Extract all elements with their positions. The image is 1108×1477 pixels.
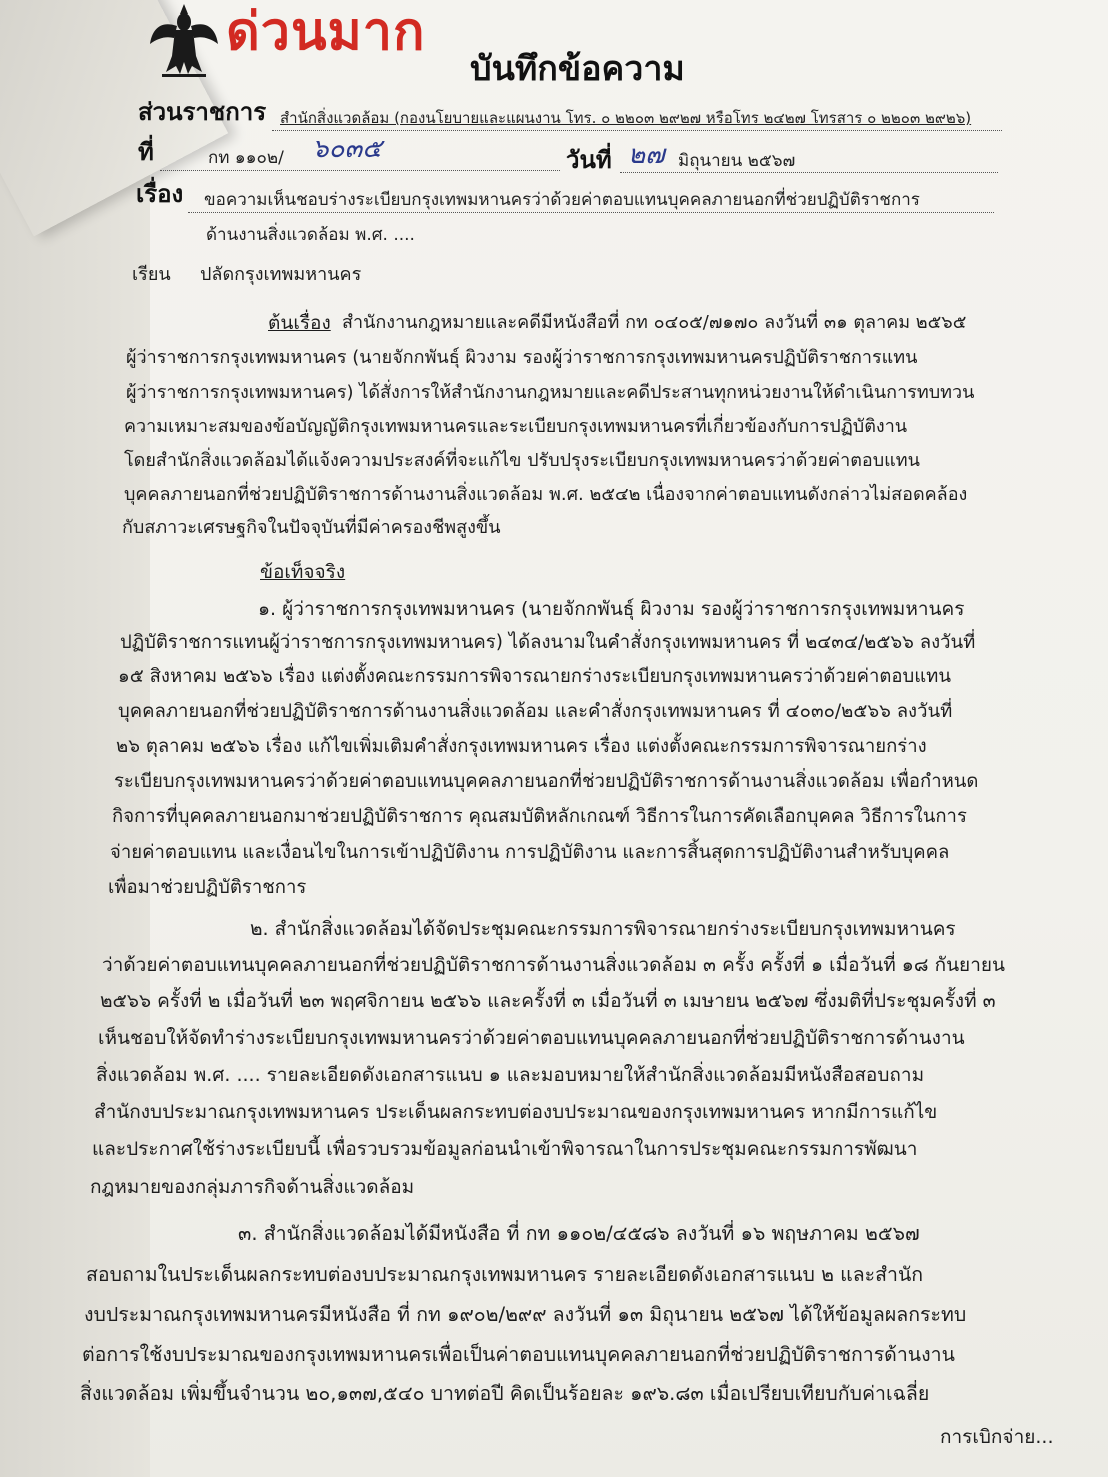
- background-heading: ต้นเรื่อง: [268, 312, 331, 334]
- fact1-line: เพื่อมาช่วยปฏิบัติราชการ: [108, 877, 307, 898]
- background-line: ความเหมาะสมของข้อบัญญัติกรุงเทพมหานครและระเบียบกรุงเทพมหานครที่เกี่ยวข้องกับการปฏิบัติงาน: [124, 416, 908, 437]
- fact2-line: ๒๕๖๖ ครั้งที่ ๒ เมื่อวันที่ ๒๓ พฤศจิกายน ๒๕๖๖ และครั้งที่ ๓ เมื่อวันที่ ๓ เมษายน ๒๕๖๗ ซึ่งมติที่ประชุมครั้งที่ ๓: [100, 990, 996, 1012]
- fact1-line: ๑. ผู้ว่าราชการกรุงเทพมหานคร (นายจักกพันธุ์ ผิวงาม รองผู้ว่าราชการกรุงเทพมหานคร: [258, 598, 965, 620]
- fact3-line: ๓. สำนักสิ่งแวดล้อมได้มีหนังสือ ที่ กท ๑๑๐๒/๔๕๘๖ ลงวันที่ ๑๖ พฤษภาคม ๒๕๖๗: [238, 1222, 920, 1245]
- background-line: โดยสำนักสิ่งแวดล้อมได้แจ้งความประสงค์ที่จะแก้ไข ปรับปรุงระเบียบกรุงเทพมหานครว่าด้วยค่าตอบแทน: [124, 450, 920, 471]
- ref-label: ที่: [138, 138, 154, 166]
- ref-handwritten: ๖๐๓๕: [312, 134, 382, 164]
- background-line: กับสภาวะเศรษฐกิจในปัจจุบันที่มีค่าครองชีพสูงขึ้น: [122, 517, 501, 538]
- to-value: ปลัดกรุงเทพมหานคร: [200, 264, 362, 285]
- date-dotted-line: [620, 172, 998, 173]
- fact3-line: สอบถามในประเด็นผลกระทบต่องบประมาณกรุงเทพมหานคร รายละเอียดดังเอกสารแนบ ๒ และสำนัก: [86, 1263, 924, 1286]
- date-handwritten: ๒๗: [628, 140, 665, 170]
- fact1-line: จ่ายค่าตอบแทน และเงื่อนไขในการเข้าปฏิบัติงาน การปฏิบัติงาน และการสิ้นสุดการปฏิบัติงานสำหรับบุคคล: [110, 842, 950, 863]
- ref-dotted-line: [160, 170, 560, 171]
- ref-value: กท ๑๑๐๒/: [208, 148, 284, 168]
- fact2-line: สิ่งแวดล้อม พ.ศ. .... รายละเอียดดังเอกสารแนบ ๑ และมอบหมายให้สำนักสิ่งแวดล้อมมีหนังสือสอบถาม: [96, 1064, 925, 1086]
- urgent-stamp: ด่วนมาก: [226, 2, 426, 62]
- fact3-line: งบประมาณกรุงเทพมหานครมีหนังสือ ที่ กท ๑๙๐๒/๒๙๙ ลงวันที่ ๑๓ มิถุนายน ๒๕๖๗ ได้ให้ข้อมูลผลกระทบ: [84, 1303, 967, 1326]
- memo-title: บันทึกข้อความ: [470, 49, 685, 89]
- subject-label: เรื่อง: [136, 180, 184, 208]
- fact1-line: ระเบียบกรุงเทพมหานครว่าด้วยค่าตอบแทนบุคคลภายนอกที่ช่วยปฏิบัติราชการด้านงานสิ่งแวดล้อม เพื่อกำหนด: [114, 771, 979, 792]
- fact3-line: ต่อการใช้งบประมาณของกรุงเทพมหานครเพื่อเป็นค่าตอบแทนบุคคลภายนอกที่ช่วยปฏิบัติราชการด้านงาน: [82, 1343, 955, 1366]
- fact2-line: และประกาศใช้ร่างระเบียบนี้ เพื่อรวบรวมข้อมูลก่อนนำเข้าพิจารณาในการประชุมคณะกรรมการพัฒนา: [92, 1138, 918, 1160]
- background-line: สำนักงานกฎหมายและคดีมีหนังสือที่ กท ๐๔๐๕/๗๑๗๐ ลงวันที่ ๓๑ ตุลาคม ๒๕๖๕: [342, 312, 967, 333]
- fact2-line: กฎหมายของกลุ่มภารกิจด้านสิ่งแวดล้อม: [90, 1176, 415, 1198]
- subject-line-1: ขอความเห็นชอบร่างระเบียบกรุงเทพมหานครว่าด้วยค่าตอบแทนบุคคลภายนอกที่ช่วยปฏิบัติราชการ: [204, 190, 920, 210]
- fact1-line: กิจการที่บุคคลภายนอกมาช่วยปฏิบัติราชการ คุณสมบัติหลักเกณฑ์ วิธีการในการคัดเลือกบุคคล วิธีการในการ: [112, 806, 967, 827]
- facts-heading: ข้อเท็จจริง: [260, 561, 346, 583]
- page-continuation: การเบิกจ่าย...: [940, 1426, 1054, 1448]
- fact2-line: ๒. สำนักสิ่งแวดล้อมได้จัดประชุมคณะกรรมการพิจารณายกร่างระเบียบกรุงเทพมหานคร: [250, 918, 956, 940]
- background-line: ผู้ว่าราชการกรุงเทพมหานคร (นายจักกพันธุ์ ผิวงาม รองผู้ว่าราชการกรุงเทพมหานครปฏิบัติราชการแทน: [126, 347, 918, 368]
- fact2-line: เห็นชอบให้จัดทำร่างระเบียบกรุงเทพมหานครว่าด้วยค่าตอบแทนบุคคลภายนอกที่ช่วยปฏิบัติราชการด้านงาน: [98, 1027, 965, 1049]
- garuda-emblem-icon: [148, 0, 220, 78]
- dept-label: ส่วนราชการ: [138, 98, 267, 126]
- subject-dotted-line: [188, 212, 994, 213]
- fact1-line: ๑๕ สิงหาคม ๒๕๖๖ เรื่อง แต่งตั้งคณะกรรมการพิจารณายกร่างระเบียบกรุงเทพมหานครว่าด้วยค่าตอบแทน: [118, 666, 951, 687]
- dept-value: สำนักสิ่งแวดล้อม (กองนโยบายและแผนงาน โทร. ๐ ๒๒๐๓ ๒๙๒๗ หรือโทร ๒๔๒๗ โทรสาร ๐ ๒๒๐๓ ๒๙๒๖): [280, 109, 972, 127]
- fact3-line: สิ่งแวดล้อม เพิ่มขึ้นจำนวน ๒๐,๑๓๗,๕๔๐ บาทต่อปี คิดเป็นร้อยละ ๑๙๖.๘๓ เมื่อเปรียบเทียบกับค่าเฉลี่ย: [80, 1382, 930, 1405]
- subject-line-2: ด้านงานสิ่งแวดล้อม พ.ศ. ....: [206, 225, 415, 245]
- background-line: ผู้ว่าราชการกรุงเทพมหานคร) ได้สั่งการให้สำนักงานกฎหมายและคดีประสานทุกหน่วยงานให้ดำเนินการทบทวน: [126, 382, 975, 403]
- fact2-line: สำนักงบประมาณกรุงเทพมหานคร ประเด็นผลกระทบต่องบประมาณของกรุงเทพมหานคร หากมีการแก้ไข: [94, 1101, 938, 1123]
- dept-dotted-line: [272, 130, 1002, 131]
- date-value: มิถุนายน ๒๕๖๗: [678, 151, 796, 171]
- fact1-line: บุคคลภายนอกที่ช่วยปฏิบัติราชการด้านงานสิ่งแวดล้อม และคำสั่งกรุงเทพมหานคร ที่ ๔๐๓๐/๒๕๖๖ ลงวันที่: [118, 701, 953, 722]
- fact2-line: ว่าด้วยค่าตอบแทนบุคคลภายนอกที่ช่วยปฏิบัติราชการด้านงานสิ่งแวดล้อม ๓ ครั้ง ครั้งที่ ๑ เมื่อวันที่ ๑๘ กันยายน: [102, 954, 1005, 976]
- date-label: วันที่: [566, 146, 612, 174]
- to-label: เรียน: [132, 264, 171, 285]
- fact1-line: ปฏิบัติราชการแทนผู้ว่าราชการกรุงเทพมหานคร) ได้ลงนามในคำสั่งกรุงเทพมหานคร ที่ ๒๔๓๔/๒๕๖๖ ลงวันที่: [120, 632, 976, 653]
- background-line: บุคคลภายนอกที่ช่วยปฏิบัติราชการด้านงานสิ่งแวดล้อม พ.ศ. ๒๕๔๒ เนื่องจากค่าตอบแทนดังกล่าวไม่สอดคล้อง: [124, 484, 968, 505]
- fact1-line: ๒๖ ตุลาคม ๒๕๖๖ เรื่อง แก้ไขเพิ่มเติมคำสั่งกรุงเทพมหานคร เรื่อง แต่งตั้งคณะกรรมการพิจารณายกร่าง: [116, 736, 927, 757]
